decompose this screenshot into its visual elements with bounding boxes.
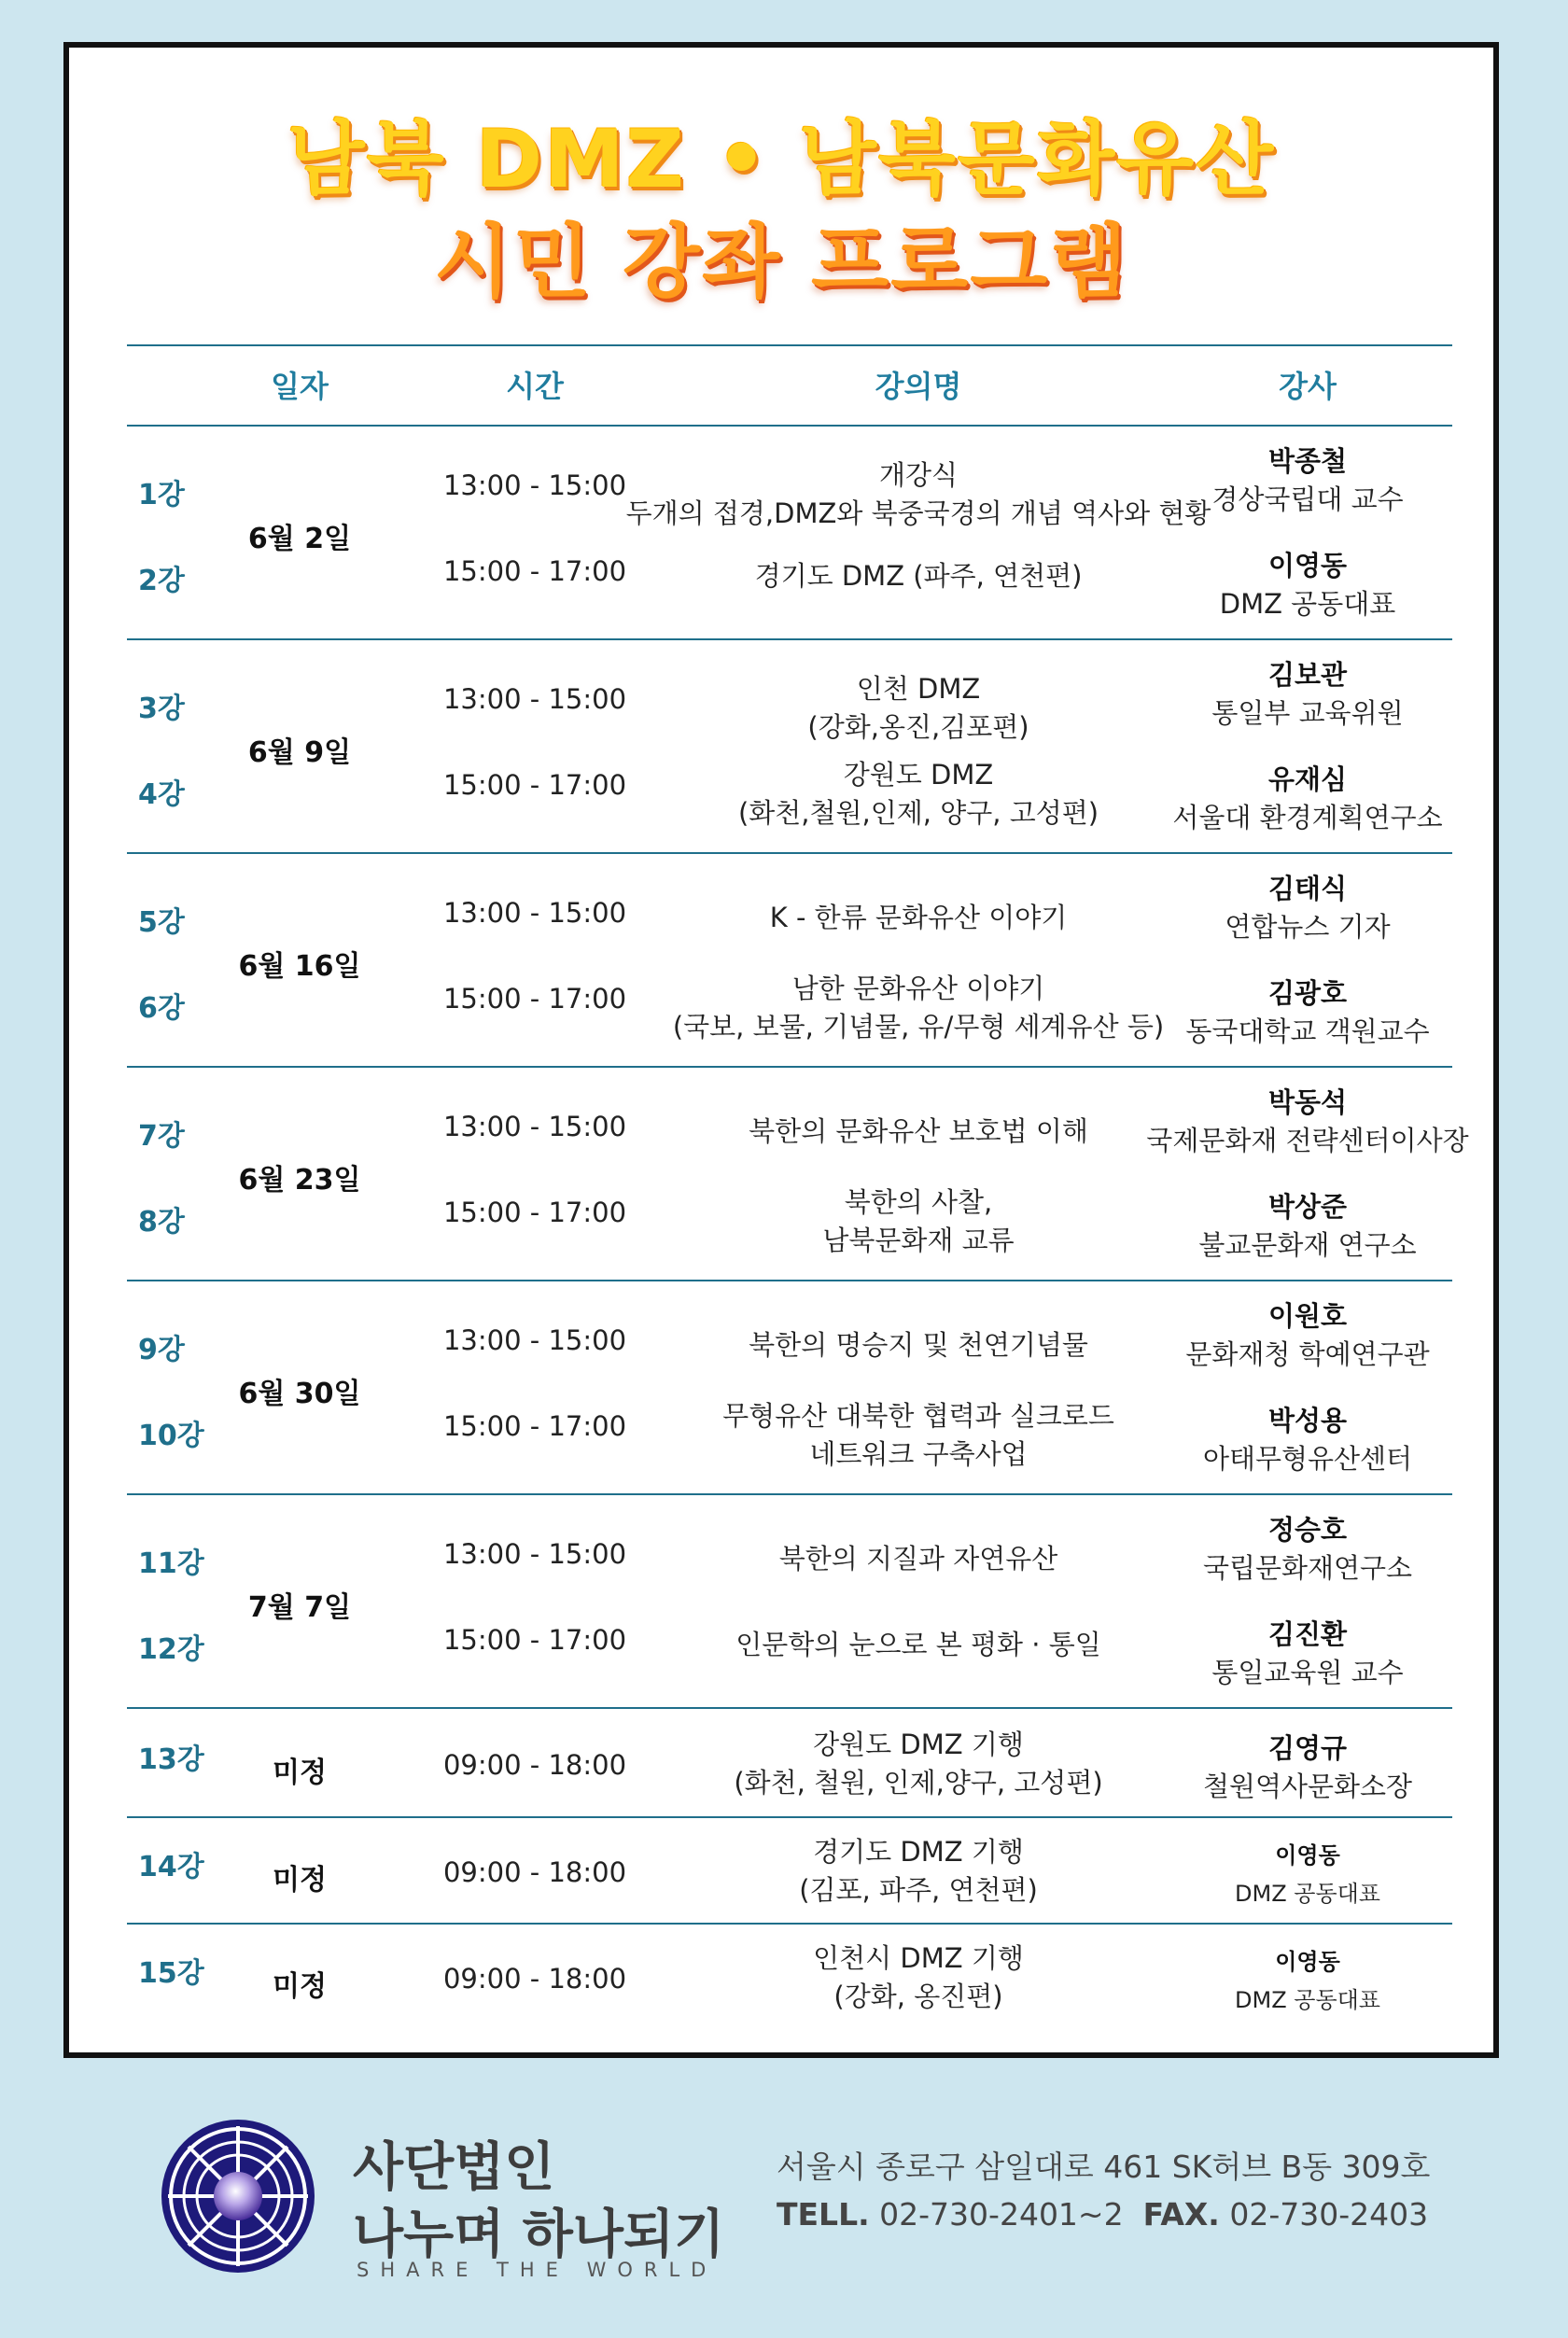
lecture-title: [749, 1113, 1088, 1151]
lecture-title: [735, 1626, 1100, 1664]
org-contact: [777, 2196, 1428, 2233]
fax-number: 02-730-2403: [1229, 2196, 1429, 2233]
instructor-name: 이영동: [1275, 1949, 1340, 1975]
lecture-number: 1강: [138, 479, 185, 511]
table-header: [127, 344, 1452, 427]
lecture-number: 11강: [138, 1547, 204, 1580]
program-card: [63, 42, 1499, 2058]
org-logo-icon: [159, 2117, 317, 2275]
lecture-number: 13강: [138, 1743, 204, 1776]
lecture-number: 6강: [138, 992, 185, 1025]
lecture-time: 15:00 - 17:00: [442, 1624, 627, 1656]
lecture-title-line: (강화,옹진,김포편): [807, 711, 1029, 743]
instructor: [1235, 1943, 1380, 2020]
lecture-date: 6월 16일: [238, 949, 361, 983]
instructor-name: 정승호: [1267, 1514, 1348, 1546]
lecture-title: [738, 756, 1099, 833]
lecture-date: 6월 23일: [238, 1163, 361, 1197]
lecture-title: [749, 1326, 1088, 1365]
org-name-line-1: 사단법인: [353, 2137, 555, 2198]
lecture-number: 15강: [138, 1957, 204, 1990]
org-name-line-2: 나누며 하나되기: [353, 2205, 725, 2265]
instructor-name: 박상준: [1267, 1191, 1348, 1223]
header-date: 일자: [271, 369, 329, 404]
instructor-name: 박동석: [1267, 1086, 1348, 1118]
lecture-time: 13:00 - 15:00: [442, 469, 627, 501]
lecture-title-line: 강원도 DMZ 기행: [813, 1728, 1024, 1760]
lecture-title-line: 인문학의 눈으로 본 평화 · 통일: [735, 1628, 1101, 1660]
instructor-affiliation: 경상국립대 교수: [1211, 483, 1404, 515]
lecture-time: 09:00 - 18:00: [442, 1963, 627, 1995]
lecture-title-line: 북한의 지질과 자연유산: [778, 1542, 1058, 1575]
lecture-title-line: (화천,철원,인제, 양구, 고성편): [737, 797, 1099, 829]
instructor-name: 이영동: [1275, 1842, 1340, 1869]
instructor: [1225, 870, 1390, 946]
lecture-number: 3강: [138, 693, 185, 725]
lecture-date: 미정: [273, 1864, 327, 1897]
lecture-number: 10강: [138, 1420, 204, 1452]
instructor-affiliation: DMZ 공동대표: [1235, 1881, 1380, 1907]
header-time: 시간: [506, 369, 564, 404]
instructor-name: 박종철: [1267, 445, 1348, 477]
instructor: [1203, 1402, 1412, 1478]
lecture-number: 4강: [138, 778, 185, 811]
lecture-title: [626, 456, 1211, 533]
lecture-time: 15:00 - 17:00: [442, 1197, 627, 1228]
title-line-1: 남북 DMZ • 남북문화유산: [287, 113, 1276, 206]
lecture-title: [779, 1540, 1058, 1578]
instructor: [1211, 442, 1403, 519]
instructor-affiliation: 철원역사문화소장: [1202, 1770, 1413, 1802]
header-lecture: 강의명: [875, 369, 962, 404]
lecture-date: 미정: [273, 1970, 327, 2003]
instructor-affiliation: 연합뉴스 기자: [1225, 911, 1391, 943]
org-address: 서울시 종로구 삼일대로 461 SK허브 B동 309호: [777, 2149, 1431, 2185]
instructor-name: 박성용: [1267, 1405, 1348, 1436]
header-instructor: 강사: [1279, 369, 1337, 404]
schedule-group: [127, 1281, 1452, 1495]
schedule-group-single: [127, 1818, 1452, 1925]
instructor: [1203, 1511, 1412, 1588]
instructor-name: 김영규: [1267, 1731, 1348, 1764]
tel-label: TELL.: [777, 2196, 870, 2233]
instructor-affiliation: DMZ 공동대표: [1219, 588, 1396, 620]
instructor-name: 이원호: [1267, 1300, 1348, 1332]
lecture-time: 13:00 - 15:00: [442, 1324, 627, 1356]
instructor-affiliation: 아태무형유산센터: [1202, 1443, 1413, 1475]
lecture-title-line: 북한의 문화유산 보호법 이해: [749, 1114, 1088, 1147]
lecture-title: [734, 1726, 1102, 1802]
fax-label: FAX.: [1142, 2196, 1220, 2233]
lecture-number: 8강: [138, 1206, 185, 1239]
lecture-number: 14강: [138, 1851, 204, 1883]
lecture-time: 15:00 - 17:00: [442, 1410, 627, 1442]
instructor: [1172, 761, 1442, 837]
lecture-time: 13:00 - 15:00: [442, 683, 627, 715]
lecture-title-line: 경기도 DMZ 기행: [813, 1836, 1024, 1868]
schedule-table: [127, 344, 1469, 2031]
instructor-name: 유재심: [1267, 763, 1348, 795]
instructor-name: 김보관: [1267, 659, 1348, 691]
schedule-group: [127, 427, 1452, 640]
lecture-number: 2강: [138, 565, 185, 597]
lecture-time: 13:00 - 15:00: [442, 1111, 627, 1142]
lecture-title-line: 남북문화재 교류: [822, 1225, 1015, 1256]
lecture-title-line: 남한 문화유산 이야기: [791, 973, 1045, 1004]
lecture-title: [799, 1833, 1038, 1910]
schedule-group: [127, 1495, 1452, 1709]
lecture-date: 7월 7일: [247, 1590, 352, 1624]
instructor-affiliation: 문화재청 학예연구관: [1185, 1338, 1430, 1370]
lecture-title: [755, 557, 1083, 595]
instructor-affiliation: 국립문화재연구소: [1202, 1552, 1413, 1584]
lecture-title-line: 두개의 접경,DMZ와 북중국경의 개념 역사와 현황: [625, 497, 1211, 529]
instructor: [1211, 1616, 1403, 1692]
title-line-2: 시민 강좌 프로그램: [433, 216, 1129, 309]
lecture-title-line: (김포, 파주, 연천편): [799, 1874, 1038, 1906]
schedule-group: [127, 854, 1452, 1068]
instructor: [1211, 656, 1403, 733]
lecture-time: 15:00 - 17:00: [442, 769, 627, 801]
lecture-date: 미정: [273, 1756, 327, 1789]
instructor: [1203, 1729, 1412, 1806]
lecture-title-line: 북한의 사찰,: [844, 1186, 993, 1218]
instructor: [1220, 547, 1396, 623]
lecture-title: [770, 899, 1067, 937]
instructor-affiliation: 동국대학교 객원교수: [1185, 1015, 1430, 1047]
instructor: [1185, 974, 1429, 1051]
lecture-number: 12강: [138, 1633, 204, 1666]
lecture-time: 09:00 - 18:00: [442, 1856, 627, 1888]
lecture-title-line: 개강식: [878, 459, 959, 491]
lecture-date: 6월 9일: [247, 735, 352, 769]
lecture-title-line: 북한의 명승지 및 천연기념물: [749, 1328, 1088, 1361]
lecture-title-line: 네트워크 구축사업: [809, 1438, 1028, 1470]
instructor: [1146, 1084, 1468, 1160]
lecture-date: 6월 2일: [247, 522, 352, 555]
org-slogan: SHARE THE WORLD: [357, 2259, 718, 2281]
lecture-title-line: 인천 DMZ: [856, 673, 981, 705]
lecture-time: 15:00 - 17:00: [442, 983, 627, 1015]
lecture-time: 09:00 - 18:00: [442, 1748, 627, 1781]
lecture-title: [673, 970, 1164, 1046]
lecture-title: [813, 1939, 1024, 2016]
schedule-groups: [127, 427, 1469, 2031]
lecture-title: [822, 1183, 1014, 1260]
schedule-group-single: [127, 1709, 1452, 1818]
lecture-time: 13:00 - 15:00: [442, 1538, 627, 1570]
instructor-name: 이영동: [1267, 550, 1348, 581]
lecture-title-line: 인천시 DMZ 기행: [813, 1942, 1024, 1974]
lecture-number: 7강: [138, 1120, 185, 1153]
lecture-time: 15:00 - 17:00: [442, 555, 627, 587]
instructor-affiliation: DMZ 공동대표: [1235, 1987, 1380, 2013]
instructor-affiliation: 통일부 교육위원: [1211, 697, 1404, 729]
tel-number: 02-730-2401~2: [879, 2196, 1124, 2233]
instructor-affiliation: 통일교육원 교수: [1211, 1657, 1404, 1688]
instructor-name: 김진환: [1267, 1618, 1348, 1650]
lecture-title: [807, 670, 1029, 747]
lecture-title-line: 경기도 DMZ (파주, 연천편): [754, 559, 1083, 592]
lecture-time: 13:00 - 15:00: [442, 897, 627, 929]
instructor-name: 김광호: [1267, 977, 1348, 1009]
lecture-title-line: (화천, 철원, 인제,양구, 고성편): [734, 1766, 1103, 1799]
instructor-affiliation: 국제문화재 전략센터이사장: [1146, 1125, 1469, 1156]
lecture-title-line: (국보, 보물, 기념물, 유/무형 세계유산 등): [672, 1011, 1165, 1043]
instructor: [1235, 1837, 1380, 1913]
instructor-affiliation: 서울대 환경계획연구소: [1172, 802, 1443, 833]
lecture-title-line: (강화, 옹진편): [833, 1981, 1003, 2012]
schedule-group: [127, 640, 1452, 854]
lecture-number: 9강: [138, 1334, 185, 1366]
lecture-number: 5강: [138, 906, 185, 939]
schedule-group: [127, 1068, 1469, 1281]
lecture-title-line: 무형유산 대북한 협력과 실크로드: [722, 1400, 1114, 1432]
lecture-title-line: K - 한류 문화유산 이야기: [769, 901, 1068, 933]
lecture-date: 6월 30일: [238, 1377, 361, 1410]
instructor: [1185, 1297, 1429, 1374]
lecture-title-line: 강원도 DMZ: [843, 759, 994, 791]
instructor-affiliation: 불교문화재 연구소: [1198, 1229, 1417, 1261]
lecture-title: [722, 1397, 1114, 1474]
schedule-group-single: [127, 1925, 1452, 2031]
instructor-name: 김태식: [1267, 873, 1348, 904]
instructor: [1198, 1188, 1416, 1265]
